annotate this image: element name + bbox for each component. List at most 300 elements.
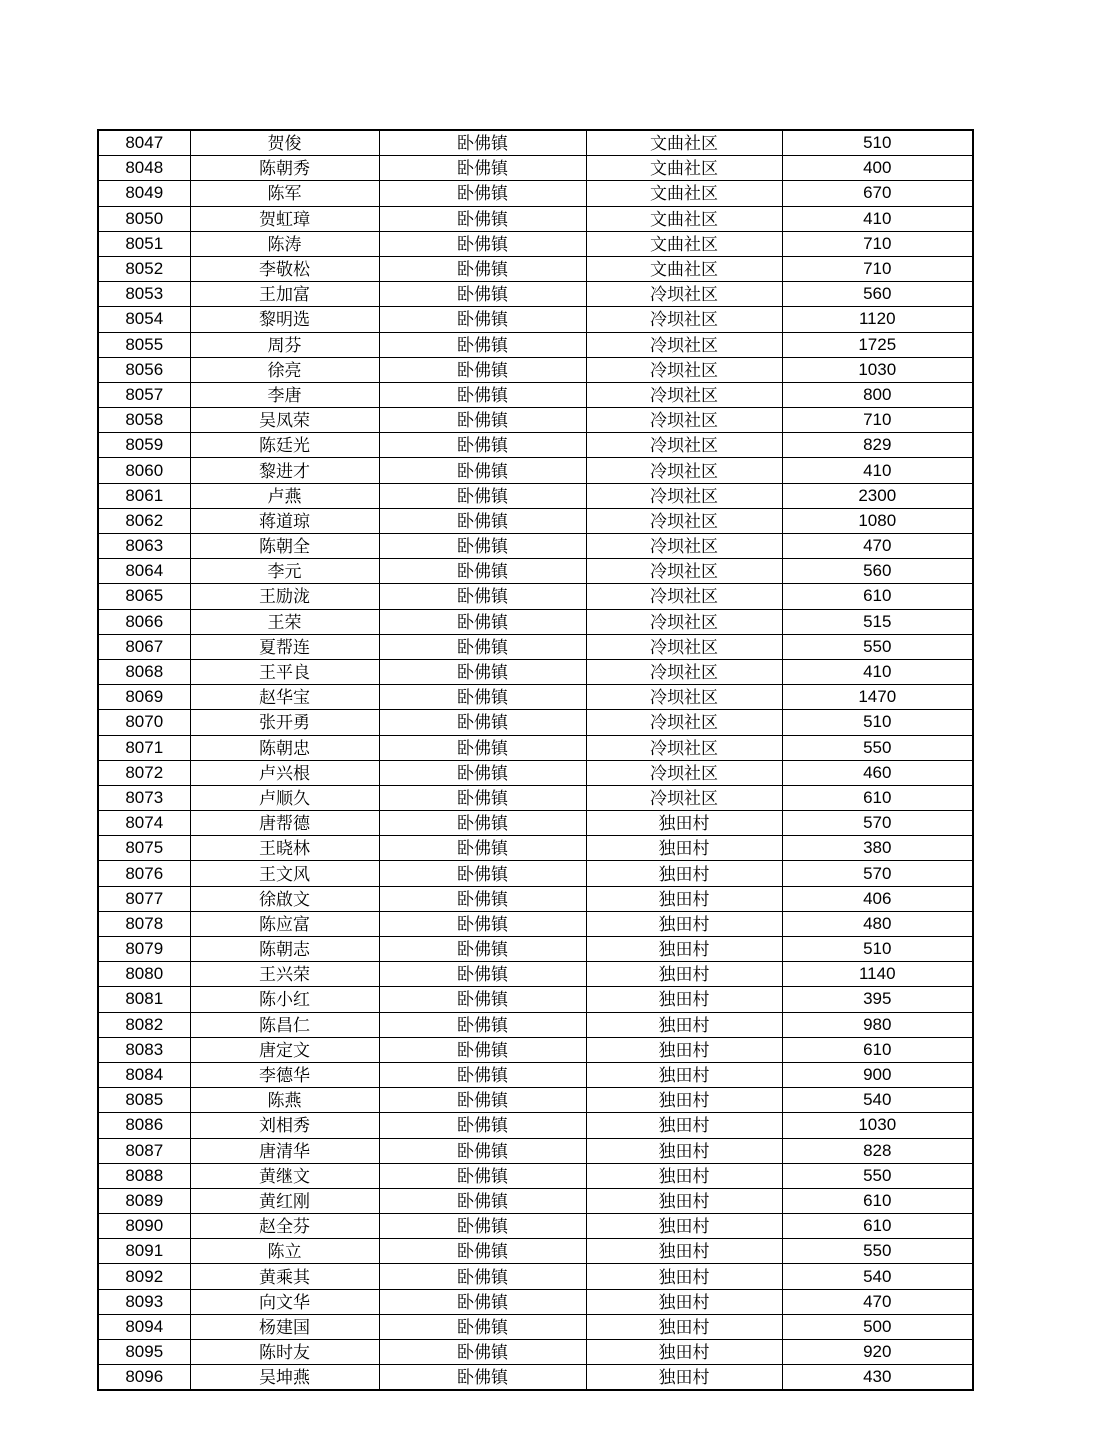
name-cell: 杨建国 — [190, 1314, 379, 1339]
town-cell: 卧佛镇 — [379, 231, 586, 256]
community-cell: 独田村 — [586, 911, 782, 936]
id-cell: 8087 — [98, 1138, 190, 1163]
community-cell: 独田村 — [586, 811, 782, 836]
id-cell: 8090 — [98, 1214, 190, 1239]
town-cell: 卧佛镇 — [379, 508, 586, 533]
town-cell: 卧佛镇 — [379, 962, 586, 987]
town-cell: 卧佛镇 — [379, 1289, 586, 1314]
name-cell: 黄继文 — [190, 1163, 379, 1188]
community-cell: 独田村 — [586, 962, 782, 987]
amount-cell: 430 — [782, 1365, 973, 1391]
name-cell: 吴凤荣 — [190, 408, 379, 433]
id-cell: 8077 — [98, 886, 190, 911]
name-cell: 陈应富 — [190, 911, 379, 936]
id-cell: 8068 — [98, 659, 190, 684]
table-row — [98, 156, 973, 181]
table-row — [98, 911, 973, 936]
table-row — [98, 458, 973, 483]
amount-cell: 610 — [782, 785, 973, 810]
id-cell: 8052 — [98, 256, 190, 281]
amount-cell: 1470 — [782, 685, 973, 710]
data-table — [97, 129, 974, 1391]
table-row — [98, 408, 973, 433]
table-row — [98, 181, 973, 206]
community-cell: 独田村 — [586, 886, 782, 911]
name-cell: 陈朝志 — [190, 937, 379, 962]
table-row — [98, 231, 973, 256]
amount-cell: 610 — [782, 1188, 973, 1213]
town-cell: 卧佛镇 — [379, 659, 586, 684]
name-cell: 卢顺久 — [190, 785, 379, 810]
town-cell: 卧佛镇 — [379, 559, 586, 584]
id-cell: 8074 — [98, 811, 190, 836]
name-cell: 陈廷光 — [190, 433, 379, 458]
name-cell: 陈昌仁 — [190, 1012, 379, 1037]
name-cell: 吴坤燕 — [190, 1365, 379, 1391]
amount-cell: 470 — [782, 534, 973, 559]
community-cell: 独田村 — [586, 861, 782, 886]
town-cell: 卧佛镇 — [379, 382, 586, 407]
table-body — [98, 130, 973, 1390]
name-cell: 黄乘其 — [190, 1264, 379, 1289]
table-row — [98, 937, 973, 962]
community-cell: 独田村 — [586, 1012, 782, 1037]
town-cell: 卧佛镇 — [379, 483, 586, 508]
town-cell: 卧佛镇 — [379, 1138, 586, 1163]
town-cell: 卧佛镇 — [379, 584, 586, 609]
name-cell: 陈涛 — [190, 231, 379, 256]
amount-cell: 410 — [782, 458, 973, 483]
town-cell: 卧佛镇 — [379, 256, 586, 281]
amount-cell: 1030 — [782, 357, 973, 382]
table-row — [98, 811, 973, 836]
town-cell: 卧佛镇 — [379, 1012, 586, 1037]
id-cell: 8060 — [98, 458, 190, 483]
table-row — [98, 1264, 973, 1289]
community-cell: 独田村 — [586, 1289, 782, 1314]
community-cell: 冷坝社区 — [586, 433, 782, 458]
amount-cell: 550 — [782, 1239, 973, 1264]
id-cell: 8062 — [98, 508, 190, 533]
id-cell: 8082 — [98, 1012, 190, 1037]
town-cell: 卧佛镇 — [379, 282, 586, 307]
name-cell: 卢兴根 — [190, 760, 379, 785]
table-row — [98, 282, 973, 307]
name-cell: 陈朝忠 — [190, 735, 379, 760]
table-row — [98, 130, 973, 156]
town-cell: 卧佛镇 — [379, 1214, 586, 1239]
amount-cell: 900 — [782, 1062, 973, 1087]
table-row — [98, 609, 973, 634]
name-cell: 陈立 — [190, 1239, 379, 1264]
amount-cell: 920 — [782, 1340, 973, 1365]
town-cell: 卧佛镇 — [379, 1314, 586, 1339]
id-cell: 8083 — [98, 1037, 190, 1062]
community-cell: 文曲社区 — [586, 206, 782, 231]
name-cell: 陈小红 — [190, 987, 379, 1012]
id-cell: 8065 — [98, 584, 190, 609]
amount-cell: 480 — [782, 911, 973, 936]
amount-cell: 560 — [782, 559, 973, 584]
community-cell: 独田村 — [586, 1088, 782, 1113]
community-cell: 独田村 — [586, 1214, 782, 1239]
table-row — [98, 1289, 973, 1314]
amount-cell: 410 — [782, 659, 973, 684]
table-row — [98, 1365, 973, 1391]
name-cell: 王文风 — [190, 861, 379, 886]
table-row — [98, 710, 973, 735]
town-cell: 卧佛镇 — [379, 886, 586, 911]
amount-cell: 2300 — [782, 483, 973, 508]
table-row — [98, 760, 973, 785]
community-cell: 冷坝社区 — [586, 483, 782, 508]
table-row — [98, 1340, 973, 1365]
community-cell: 冷坝社区 — [586, 710, 782, 735]
table-row — [98, 987, 973, 1012]
id-cell: 8091 — [98, 1239, 190, 1264]
amount-cell: 710 — [782, 408, 973, 433]
table-row — [98, 962, 973, 987]
name-cell: 王加富 — [190, 282, 379, 307]
town-cell: 卧佛镇 — [379, 836, 586, 861]
town-cell: 卧佛镇 — [379, 1163, 586, 1188]
community-cell: 冷坝社区 — [586, 634, 782, 659]
table-row — [98, 1188, 973, 1213]
amount-cell: 610 — [782, 1037, 973, 1062]
id-cell: 8080 — [98, 962, 190, 987]
name-cell: 王励泷 — [190, 584, 379, 609]
name-cell: 卢燕 — [190, 483, 379, 508]
community-cell: 独田村 — [586, 1037, 782, 1062]
town-cell: 卧佛镇 — [379, 911, 586, 936]
table-row — [98, 1088, 973, 1113]
amount-cell: 550 — [782, 735, 973, 760]
town-cell: 卧佛镇 — [379, 710, 586, 735]
table-row — [98, 433, 973, 458]
amount-cell: 500 — [782, 1314, 973, 1339]
community-cell: 冷坝社区 — [586, 685, 782, 710]
id-cell: 8076 — [98, 861, 190, 886]
name-cell: 贺俊 — [190, 130, 379, 156]
amount-cell: 610 — [782, 584, 973, 609]
table-row — [98, 861, 973, 886]
id-cell: 8089 — [98, 1188, 190, 1213]
town-cell: 卧佛镇 — [379, 1113, 586, 1138]
amount-cell: 1725 — [782, 332, 973, 357]
id-cell: 8072 — [98, 760, 190, 785]
id-cell: 8093 — [98, 1289, 190, 1314]
amount-cell: 1030 — [782, 1113, 973, 1138]
community-cell: 冷坝社区 — [586, 735, 782, 760]
name-cell: 向文华 — [190, 1289, 379, 1314]
id-cell: 8085 — [98, 1088, 190, 1113]
table-row — [98, 1012, 973, 1037]
name-cell: 李敬松 — [190, 256, 379, 281]
table-row — [98, 534, 973, 559]
id-cell: 8064 — [98, 559, 190, 584]
community-cell: 独田村 — [586, 1188, 782, 1213]
community-cell: 独田村 — [586, 1365, 782, 1391]
table-row — [98, 584, 973, 609]
town-cell: 卧佛镇 — [379, 735, 586, 760]
amount-cell: 1080 — [782, 508, 973, 533]
community-cell: 冷坝社区 — [586, 282, 782, 307]
table-row — [98, 735, 973, 760]
amount-cell: 380 — [782, 836, 973, 861]
amount-cell: 610 — [782, 1214, 973, 1239]
id-cell: 8048 — [98, 156, 190, 181]
id-cell: 8061 — [98, 483, 190, 508]
table-row — [98, 685, 973, 710]
name-cell: 陈朝秀 — [190, 156, 379, 181]
community-cell: 冷坝社区 — [586, 534, 782, 559]
amount-cell: 1140 — [782, 962, 973, 987]
amount-cell: 410 — [782, 206, 973, 231]
amount-cell: 710 — [782, 256, 973, 281]
community-cell: 冷坝社区 — [586, 659, 782, 684]
table-row — [98, 634, 973, 659]
id-cell: 8081 — [98, 987, 190, 1012]
name-cell: 黄红刚 — [190, 1188, 379, 1213]
name-cell: 李德华 — [190, 1062, 379, 1087]
amount-cell: 800 — [782, 382, 973, 407]
name-cell: 赵华宝 — [190, 685, 379, 710]
id-cell: 8055 — [98, 332, 190, 357]
id-cell: 8063 — [98, 534, 190, 559]
community-cell: 文曲社区 — [586, 130, 782, 156]
id-cell: 8079 — [98, 937, 190, 962]
town-cell: 卧佛镇 — [379, 357, 586, 382]
name-cell: 王晓林 — [190, 836, 379, 861]
name-cell: 张开勇 — [190, 710, 379, 735]
name-cell: 刘相秀 — [190, 1113, 379, 1138]
table-row — [98, 307, 973, 332]
community-cell: 冷坝社区 — [586, 584, 782, 609]
town-cell: 卧佛镇 — [379, 332, 586, 357]
town-cell: 卧佛镇 — [379, 534, 586, 559]
name-cell: 唐清华 — [190, 1138, 379, 1163]
name-cell: 徐亮 — [190, 357, 379, 382]
town-cell: 卧佛镇 — [379, 1340, 586, 1365]
community-cell: 独田村 — [586, 1138, 782, 1163]
table-row — [98, 886, 973, 911]
amount-cell: 510 — [782, 130, 973, 156]
table-row — [98, 1037, 973, 1062]
id-cell: 8050 — [98, 206, 190, 231]
id-cell: 8066 — [98, 609, 190, 634]
name-cell: 王平良 — [190, 659, 379, 684]
town-cell: 卧佛镇 — [379, 408, 586, 433]
town-cell: 卧佛镇 — [379, 307, 586, 332]
amount-cell: 829 — [782, 433, 973, 458]
town-cell: 卧佛镇 — [379, 1062, 586, 1087]
id-cell: 8069 — [98, 685, 190, 710]
id-cell: 8078 — [98, 911, 190, 936]
amount-cell: 400 — [782, 156, 973, 181]
community-cell: 冷坝社区 — [586, 382, 782, 407]
amount-cell: 540 — [782, 1088, 973, 1113]
community-cell: 独田村 — [586, 1113, 782, 1138]
id-cell: 8054 — [98, 307, 190, 332]
community-cell: 独田村 — [586, 1239, 782, 1264]
table-row — [98, 836, 973, 861]
table-row — [98, 1214, 973, 1239]
community-cell: 冷坝社区 — [586, 357, 782, 382]
town-cell: 卧佛镇 — [379, 609, 586, 634]
id-cell: 8086 — [98, 1113, 190, 1138]
name-cell: 陈军 — [190, 181, 379, 206]
amount-cell: 560 — [782, 282, 973, 307]
id-cell: 8096 — [98, 1365, 190, 1391]
table-row — [98, 1138, 973, 1163]
id-cell: 8051 — [98, 231, 190, 256]
amount-cell: 470 — [782, 1289, 973, 1314]
town-cell: 卧佛镇 — [379, 458, 586, 483]
table-row — [98, 785, 973, 810]
id-cell: 8058 — [98, 408, 190, 433]
name-cell: 黎进才 — [190, 458, 379, 483]
name-cell: 陈朝全 — [190, 534, 379, 559]
name-cell: 李元 — [190, 559, 379, 584]
community-cell: 冷坝社区 — [586, 307, 782, 332]
community-cell: 冷坝社区 — [586, 408, 782, 433]
id-cell: 8071 — [98, 735, 190, 760]
table-row — [98, 483, 973, 508]
name-cell: 赵全芬 — [190, 1214, 379, 1239]
community-cell: 冷坝社区 — [586, 785, 782, 810]
table-row — [98, 559, 973, 584]
amount-cell: 570 — [782, 861, 973, 886]
name-cell: 贺虹璋 — [190, 206, 379, 231]
table-row — [98, 508, 973, 533]
amount-cell: 670 — [782, 181, 973, 206]
community-cell: 文曲社区 — [586, 156, 782, 181]
id-cell: 8047 — [98, 130, 190, 156]
community-cell: 独田村 — [586, 1163, 782, 1188]
town-cell: 卧佛镇 — [379, 634, 586, 659]
town-cell: 卧佛镇 — [379, 156, 586, 181]
name-cell: 徐啟文 — [190, 886, 379, 911]
name-cell: 蒋道琼 — [190, 508, 379, 533]
name-cell: 陈燕 — [190, 1088, 379, 1113]
amount-cell: 460 — [782, 760, 973, 785]
id-cell: 8092 — [98, 1264, 190, 1289]
community-cell: 独田村 — [586, 987, 782, 1012]
town-cell: 卧佛镇 — [379, 1365, 586, 1391]
name-cell: 王兴荣 — [190, 962, 379, 987]
table-row — [98, 206, 973, 231]
town-cell: 卧佛镇 — [379, 1088, 586, 1113]
community-cell: 冷坝社区 — [586, 559, 782, 584]
amount-cell: 980 — [782, 1012, 973, 1037]
town-cell: 卧佛镇 — [379, 811, 586, 836]
community-cell: 独田村 — [586, 1062, 782, 1087]
id-cell: 8053 — [98, 282, 190, 307]
id-cell: 8067 — [98, 634, 190, 659]
community-cell: 冷坝社区 — [586, 508, 782, 533]
id-cell: 8084 — [98, 1062, 190, 1087]
id-cell: 8094 — [98, 1314, 190, 1339]
amount-cell: 550 — [782, 634, 973, 659]
amount-cell: 510 — [782, 710, 973, 735]
town-cell: 卧佛镇 — [379, 937, 586, 962]
name-cell: 李唐 — [190, 382, 379, 407]
amount-cell: 828 — [782, 1138, 973, 1163]
table-row — [98, 1314, 973, 1339]
amount-cell: 540 — [782, 1264, 973, 1289]
name-cell: 王荣 — [190, 609, 379, 634]
town-cell: 卧佛镇 — [379, 760, 586, 785]
amount-cell: 515 — [782, 609, 973, 634]
amount-cell: 550 — [782, 1163, 973, 1188]
table-row — [98, 382, 973, 407]
amount-cell: 510 — [782, 937, 973, 962]
name-cell: 唐定文 — [190, 1037, 379, 1062]
id-cell: 8095 — [98, 1340, 190, 1365]
community-cell: 冷坝社区 — [586, 458, 782, 483]
id-cell: 8057 — [98, 382, 190, 407]
community-cell: 文曲社区 — [586, 181, 782, 206]
table-row — [98, 332, 973, 357]
town-cell: 卧佛镇 — [379, 785, 586, 810]
table-row — [98, 1062, 973, 1087]
town-cell: 卧佛镇 — [379, 1239, 586, 1264]
amount-cell: 710 — [782, 231, 973, 256]
town-cell: 卧佛镇 — [379, 1188, 586, 1213]
name-cell: 黎明选 — [190, 307, 379, 332]
id-cell: 8049 — [98, 181, 190, 206]
table-row — [98, 357, 973, 382]
town-cell: 卧佛镇 — [379, 1037, 586, 1062]
amount-cell: 1120 — [782, 307, 973, 332]
id-cell: 8088 — [98, 1163, 190, 1188]
amount-cell: 406 — [782, 886, 973, 911]
town-cell: 卧佛镇 — [379, 685, 586, 710]
town-cell: 卧佛镇 — [379, 181, 586, 206]
name-cell: 夏帮连 — [190, 634, 379, 659]
community-cell: 文曲社区 — [586, 231, 782, 256]
table-row — [98, 1113, 973, 1138]
table-row — [98, 256, 973, 281]
id-cell: 8075 — [98, 836, 190, 861]
id-cell: 8073 — [98, 785, 190, 810]
table-row — [98, 1163, 973, 1188]
id-cell: 8059 — [98, 433, 190, 458]
town-cell: 卧佛镇 — [379, 987, 586, 1012]
town-cell: 卧佛镇 — [379, 206, 586, 231]
town-cell: 卧佛镇 — [379, 1264, 586, 1289]
community-cell: 文曲社区 — [586, 256, 782, 281]
community-cell: 独田村 — [586, 1340, 782, 1365]
community-cell: 独田村 — [586, 937, 782, 962]
id-cell: 8056 — [98, 357, 190, 382]
community-cell: 独田村 — [586, 1314, 782, 1339]
amount-cell: 570 — [782, 811, 973, 836]
town-cell: 卧佛镇 — [379, 433, 586, 458]
community-cell: 冷坝社区 — [586, 760, 782, 785]
town-cell: 卧佛镇 — [379, 861, 586, 886]
community-cell: 独田村 — [586, 1264, 782, 1289]
amount-cell: 395 — [782, 987, 973, 1012]
town-cell: 卧佛镇 — [379, 130, 586, 156]
name-cell: 唐帮德 — [190, 811, 379, 836]
community-cell: 冷坝社区 — [586, 332, 782, 357]
name-cell: 陈时友 — [190, 1340, 379, 1365]
table-row — [98, 1239, 973, 1264]
id-cell: 8070 — [98, 710, 190, 735]
community-cell: 冷坝社区 — [586, 609, 782, 634]
name-cell: 周芬 — [190, 332, 379, 357]
